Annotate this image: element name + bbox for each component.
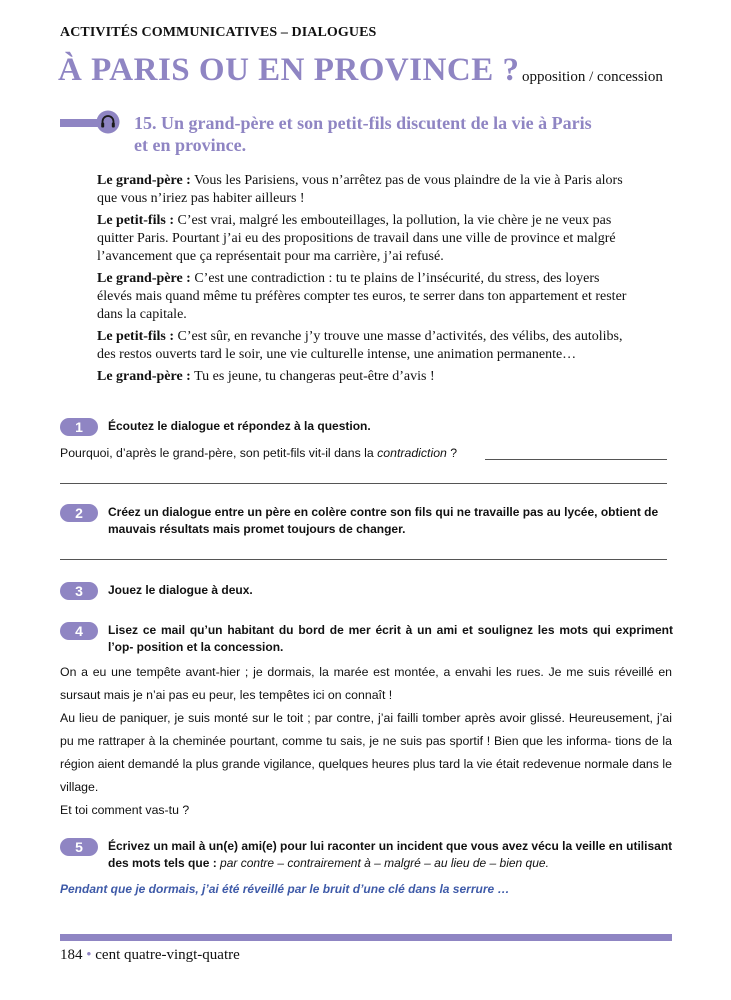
dialogue-line xyxy=(97,328,635,364)
question-text: Créez un dialogue entre un père en colère contre son fils qui ne travaille pas au lycée, obtient de mauvais résultats mais promet toujours de changer. xyxy=(108,505,659,536)
answer-line[interactable] xyxy=(60,559,667,560)
question-number-badge: 4 xyxy=(60,622,98,640)
dialogue-speech: C’est sûr, en revanche j’y trouve une masse d’activités, des vélibs, des autolibs, des restos ouverts tard le soir, une vie culturelle intense, une animation permanente… xyxy=(97,329,623,362)
dialogue-speech: Vous les Parisiens, vous n’arrêtez pas de vous plaindre de la vie à Paris alors que vous n’iriez pas habiter ailleurs ! xyxy=(97,173,623,206)
speaker-label: Le petit-fils : xyxy=(97,213,174,228)
mail-paragraph: Au lieu de paniquer, je suis monté sur le toit ; par contre, j’ai failli tomber après avoir glissé. Heureusement, j’ai pu me rattraper à la cheminée pourtant, comme tu sais, je ne suis pas sportif ! Bien que les informa- tions de la région aient demandé la plus grande vigilance, quelques heures plus tard la vie était redevenue normale dans le village. xyxy=(60,711,672,794)
dialogue-speech: C’est vrai, malgré les embouteillages, la pollution, la vie chère je ne veux pas quitter Paris. Pourtant j’ai eu des propositions de travail dans une ville de province et malgré l’avancement que ça représentait pour ma carrière, j’ai refusé. xyxy=(97,213,616,264)
headphones-icon[interactable] xyxy=(96,110,120,134)
question-text xyxy=(108,838,673,872)
question-4 xyxy=(60,622,680,658)
q1-prompt xyxy=(60,442,672,465)
speaker-label: Le grand-père : xyxy=(97,271,191,286)
question-1 xyxy=(60,418,680,438)
dialogue-speech: Tu es jeune, tu changeras peut-être d’avis ! xyxy=(190,369,435,384)
question-number-badge: 3 xyxy=(60,582,98,600)
dialogue-line xyxy=(97,368,635,386)
question-number-badge: 2 xyxy=(60,504,98,522)
page-subtitle: opposition / concession xyxy=(522,69,663,85)
exercise-title-line-1: 15. Un grand-père et son petit-fils discutent de la vie à Paris xyxy=(134,113,592,133)
mail-paragraph: Et toi comment vas-tu ? xyxy=(60,803,190,817)
speaker-label: Le grand-père : xyxy=(97,173,191,188)
page-footer xyxy=(60,947,240,964)
q1-prompt-end: ? xyxy=(446,446,458,460)
answer-line[interactable] xyxy=(485,459,667,460)
dialogue-line xyxy=(97,270,635,324)
footer-bar xyxy=(60,934,672,941)
dialogue-line xyxy=(97,212,635,266)
question-number-badge: 1 xyxy=(60,418,98,436)
question-text: Lisez ce mail qu’un habitant du bord de mer écrit à un ami et soulignez les mots qui expriment l’op- position et la concession. xyxy=(108,623,673,654)
question-number-badge: 5 xyxy=(60,838,98,856)
exercise-title xyxy=(134,112,634,156)
writing-prompt-hint: Pendant que je dormais, j’ai été réveillé par le bruit d’une clé dans la serrure … xyxy=(60,882,510,896)
dialogue-line xyxy=(97,172,635,208)
dialogue-speech: C’est une contradiction : tu te plains de l’insécurité, du stress, des loyers élevés mais quand même tu préfères compter tes euros, te serrer dans ton appartement et rester dans la capitale. xyxy=(97,271,627,322)
q1-prompt-italic: contradiction xyxy=(377,446,447,460)
page-number-words: cent quatre-vingt-quatre xyxy=(95,947,240,963)
question-3 xyxy=(60,582,680,602)
exercise-title-line-2: et en province. xyxy=(134,135,247,155)
q1-prompt-text: Pourquoi, d’après le grand-père, son petit-fils vit-il dans la xyxy=(60,446,378,460)
question-text: Jouez le dialogue à deux. xyxy=(108,583,253,597)
page-number: 184 xyxy=(60,947,83,963)
mail-paragraph: On a eu une tempête avant-hier ; je dormais, la marée est montée, a envahi les rues. Je me suis réveillé en sursaut mais je n’ai pas eu peur, les tempêtes ici on connaît ! xyxy=(60,665,672,702)
question-2 xyxy=(60,504,680,540)
question-text-plain: Écrivez un mail à un(e) ami(e) pour lui raconter un incident que vous avez vécu la veille en utilisant des mots tels que : xyxy=(108,839,673,870)
question-5 xyxy=(60,838,680,874)
page-title: À PARIS OU EN PROVINCE ? xyxy=(58,52,520,88)
answer-line[interactable] xyxy=(60,483,667,484)
section-label: ACTIVITÉS COMMUNICATIVES – DIALOGUES xyxy=(60,25,377,40)
speaker-label: Le petit-fils : xyxy=(97,329,174,344)
question-text: Écoutez le dialogue et répondez à la question. xyxy=(108,419,371,433)
exercise-accent-bar xyxy=(60,119,98,127)
speaker-label: Le grand-père : xyxy=(97,369,191,384)
dialogue-text xyxy=(97,172,635,390)
footer-bullet: • xyxy=(86,947,92,963)
question-text-italic: par contre – contrairement à – malgré – au lieu de – bien que. xyxy=(216,856,549,870)
mail-text xyxy=(60,661,672,822)
